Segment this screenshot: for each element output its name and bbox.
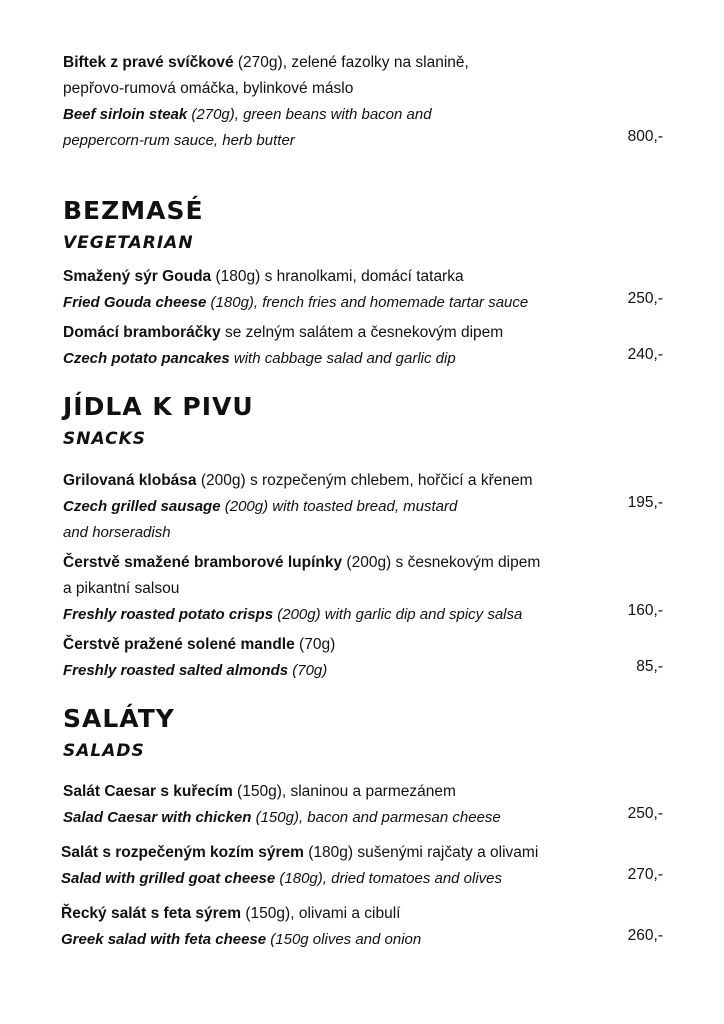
item-english-name: Fried Gouda cheese: [63, 294, 207, 311]
item-czech-desc: (200g) s rozpečeným chlebem, hořčicí a křenem: [196, 472, 533, 489]
item-english-name: Beef sirloin steak: [63, 106, 188, 123]
item-english-line: [63, 290, 663, 316]
item-price: 260,-: [627, 927, 663, 944]
item-price: 250,-: [627, 290, 663, 307]
item-english-name: Freshly roasted salted almonds: [63, 662, 289, 679]
item-english-line-2: peppercorn-rum sauce, herb butter: [63, 132, 295, 149]
item-english-line: [63, 102, 663, 128]
menu-item-steak: [63, 50, 663, 154]
item-english-line: [61, 927, 663, 953]
item-czech-desc: se zelným salátem a česnekovým dipem: [220, 324, 504, 341]
menu-item-goat: [61, 840, 663, 892]
item-czech-desc: (70g): [294, 636, 336, 653]
section-subtitle-vegetarian: VEGETARIAN: [63, 233, 194, 253]
item-english-desc: (200g) with toasted bread, mustard: [220, 498, 458, 515]
item-czech-name: Čerstvě pražené solené mandle: [63, 636, 295, 653]
item-price: 160,-: [627, 602, 663, 619]
item-czech-line: [63, 264, 663, 290]
item-czech-name: Smažený sýr Gouda: [63, 268, 212, 285]
item-czech-desc: (200g) s česnekovým dipem: [342, 554, 541, 571]
item-english-desc: (150g), bacon and parmesan cheese: [251, 809, 501, 826]
item-price: 270,-: [627, 866, 663, 883]
item-english-name: Freshly roasted potato crisps: [63, 606, 274, 623]
item-czech-desc: (150g), slaninou a parmezánem: [232, 783, 456, 800]
item-czech-line: [63, 632, 663, 658]
section-subtitle-snacks: SNACKS: [63, 429, 146, 449]
menu-item-sausage: [63, 468, 663, 546]
item-czech-line: [63, 320, 663, 346]
item-english-line: [63, 494, 663, 520]
item-english-desc: (70g): [288, 662, 328, 679]
item-price: 85,-: [636, 658, 663, 675]
item-english-line: [61, 866, 663, 892]
menu-item-almonds: [63, 632, 663, 684]
menu-item-gouda: [63, 264, 663, 316]
section-title-salads: SALÁTY: [63, 704, 175, 733]
menu-item-greek: [61, 901, 663, 953]
item-czech-name: Řecký salát s feta sýrem: [61, 905, 242, 922]
section-title-snacks: JÍDLA K PIVU: [63, 392, 254, 421]
item-czech-line: [63, 550, 663, 576]
item-english-line: [63, 602, 663, 628]
menu-item-caesar: [63, 779, 663, 831]
item-czech-name: Domácí bramboráčky: [63, 324, 221, 341]
item-english-line: [63, 658, 663, 684]
item-english-line-2: and horseradish: [63, 524, 171, 541]
section-title-vegetarian: BEZMASÉ: [63, 196, 204, 225]
item-english-name: Salad Caesar with chicken: [63, 809, 252, 826]
menu-item-pancakes: [63, 320, 663, 372]
item-czech-line: [63, 468, 663, 494]
item-czech-name: Salát Caesar s kuřecím: [63, 783, 233, 800]
item-czech-line-2: pepřovo-rumová omáčka, bylinkové máslo: [63, 80, 354, 97]
item-english-name: Greek salad with feta cheese: [61, 931, 267, 948]
item-czech-line: [61, 840, 663, 866]
item-czech-name: Salát s rozpečeným kozím sýrem: [61, 844, 304, 861]
item-czech-desc: (150g), olivami a cibulí: [241, 905, 401, 922]
item-english-desc: with cabbage salad and garlic dip: [229, 350, 456, 367]
item-english-name: Czech grilled sausage: [63, 498, 221, 515]
item-price: 195,-: [627, 494, 663, 511]
item-czech-name: Grilovaná klobása: [63, 472, 197, 489]
item-english-desc: (150g olives and onion: [266, 931, 422, 948]
item-english-name: Salad with grilled goat cheese: [61, 870, 276, 887]
item-english-name: Czech potato pancakes: [63, 350, 230, 367]
item-english-desc: (200g) with garlic dip and spicy salsa: [273, 606, 523, 623]
section-subtitle-salads: SALADS: [63, 741, 145, 761]
item-english-desc: (180g), french fries and homemade tartar sauce: [206, 294, 529, 311]
item-czech-line: [61, 901, 663, 927]
menu-item-crisps: [63, 550, 663, 628]
item-czech-line-2: a pikantní salsou: [63, 580, 180, 597]
item-english-line: [63, 346, 663, 372]
item-english-desc: (270g), green beans with bacon and: [187, 106, 432, 123]
item-english-desc: (180g), dried tomatoes and olives: [275, 870, 503, 887]
item-czech-name: Čerstvě smažené bramborové lupínky: [63, 554, 343, 571]
item-czech-name: Biftek z pravé svíčkové: [63, 54, 234, 71]
item-price: 250,-: [627, 805, 663, 822]
item-english-line: [63, 805, 663, 831]
item-czech-desc: (180g) s hranolkami, domácí tatarka: [211, 268, 464, 285]
item-czech-desc: (180g) sušenými rajčaty a olivami: [303, 844, 539, 861]
item-price: 240,-: [627, 346, 663, 363]
item-czech-line: [63, 50, 663, 76]
item-price: 800,-: [627, 128, 663, 145]
item-czech-line: [63, 779, 663, 805]
item-czech-desc: (270g), zelené fazolky na slanině,: [233, 54, 469, 71]
